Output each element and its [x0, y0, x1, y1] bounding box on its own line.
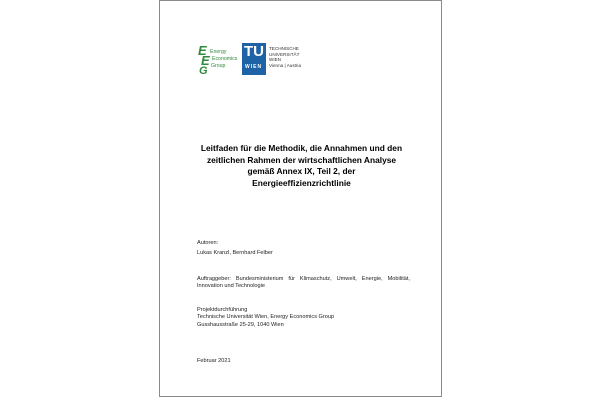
tu-text-line: Vienna | Austria [269, 62, 302, 68]
title-line: Leitfaden für die Methodik, die Annahmen und den [200, 143, 403, 153]
client-block: Auftraggeber: Bundesministerium für Klimaschutz, Umwelt, Energie, Mobilität, Innovation und Technologie [197, 276, 410, 290]
authors-block [197, 240, 273, 258]
tu-wien-logo [242, 43, 342, 75]
eeg-line3: Group [211, 63, 226, 69]
project-line2: Gusshausstraße 25-29, 1040 Wien [197, 321, 284, 328]
eeg-logo-mark [197, 43, 239, 75]
title-line: Energieeffizienzrichtlinie [252, 177, 351, 188]
tu-logo-wien: WIEN [245, 64, 263, 70]
title-line: gemäß Annex IX, Teil 2, der [247, 166, 356, 176]
tu-logo-box [242, 43, 266, 75]
eeg-line1: Energy [210, 49, 227, 55]
tu-logo-text [269, 46, 301, 68]
svg-text:G: G [199, 65, 208, 75]
tu-text-line: TECHNISCHE [269, 46, 299, 51]
energy-economics-group-logo [197, 43, 239, 75]
tu-text-line: WIEN [269, 57, 281, 63]
tu-logo-letters: TU [244, 43, 264, 60]
document-date: Februar 2021 [197, 358, 231, 364]
svg-text:E: E [198, 43, 207, 58]
project-block [197, 307, 334, 329]
authors-label: Autoren: [197, 240, 219, 246]
project-label: Projektdurchführung [197, 307, 248, 313]
svg-text:E: E [201, 53, 210, 68]
document-title [180, 143, 423, 189]
eeg-line2: Economics [212, 56, 238, 62]
project-line1: Technische Universität Wien, Energy Economics Group [197, 314, 335, 321]
document-page [159, 0, 442, 397]
authors-names: Lukas Kranzl, Bernhard Felber [197, 250, 273, 257]
title-line: zeitlichen Rahmen der wirtschaftlichen Analyse [206, 154, 397, 165]
tu-text-line: UNIVERSITÄT [269, 51, 300, 57]
